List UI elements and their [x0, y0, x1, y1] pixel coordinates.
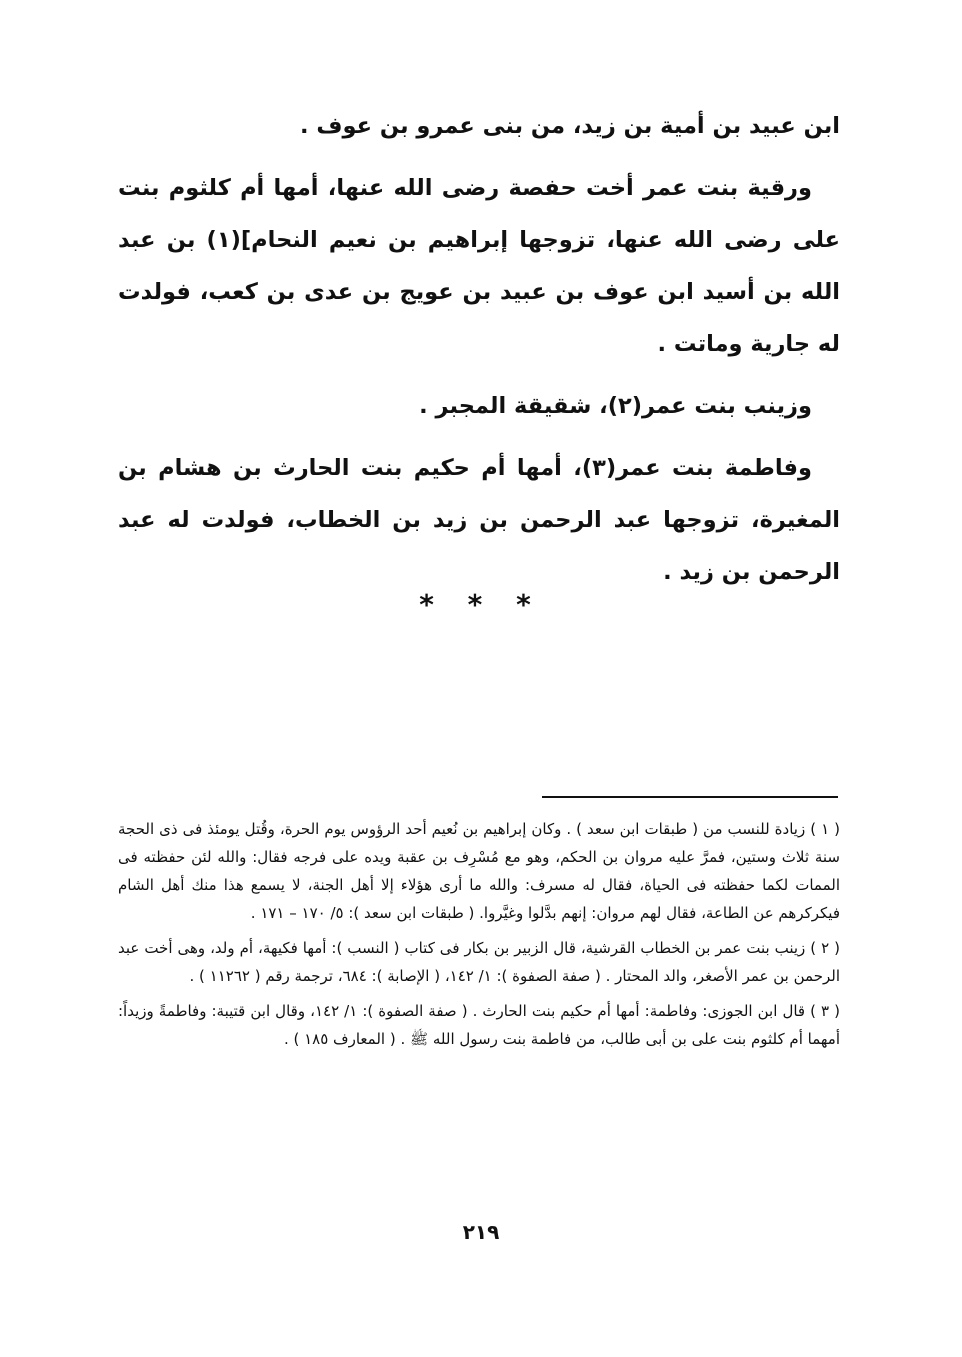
footnote-1: ( ١ ) زيادة للنسب من ( طبقات ابن سعد ) . وكان إبراهيم بن نُعيم أحد الرؤوس يوم الحرة، وقُتل يومئذ فى ذى الحجة سنة ثلاث وستين، فمرَّ عليه مروان بن الحكم، وهو مع مُسْرِف بن عقبة ويده على فرجه فقال: والله لئن حفظته فى الممات لكما حفظته فى الحياة، فقال له مسرف: والله ما أرى هؤلاء إلا أهل الجنة، لا يسمع هذا منك أهل الشام فيكركرهم عن الطاعة، فقال لهم مروان: إنهم بدَّلوا وغيَّروا. ( طبقات ابن سعد ): ٥/ ١٧٠ – ١٧١ .: [118, 820, 840, 922]
paragraph-1: ابن عبيد بن أمية بن زيد، من بنى عمرو بن عوف .: [300, 113, 840, 139]
footnote-3: ( ٣ ) قال ابن الجوزى: وفاطمة: أمها أم حكيم بنت الحارث . ( صفة الصفوة ): ١/ ١٤٢، وقال ابن قتيبة: وفاطمةً وزيداً: أمهما أم كلثوم بنت على بن أبى طالب، من فاطمة بنت رسول الله ﷺ . ( المعارف ١٨٥ ) .: [118, 1002, 841, 1048]
footnotes: [118, 815, 840, 1060]
page-number: ٢١٩: [462, 1220, 500, 1244]
footnote-rule: [542, 796, 838, 798]
paragraph-3: وزينب بنت عمر(٢)، شقيقة المجبر .: [419, 393, 812, 419]
paragraph-4: وفاطمة بنت عمر(٣)، أمها أم حكيم بنت الحارث بن هشام بن المغيرة، تزوجها عبد الرحمن بن زيد بن الخطاب، فولدت له عبد الرحمن بن زيد .: [118, 455, 840, 585]
section-separator: * * *: [419, 588, 543, 621]
paragraph-2: ورقية بنت عمر أخت حفصة رضى الله عنها، أمها أم كلثوم بنت على رضى الله عنها، تزوجها إبراهيم بن نعيم النحام](١) بن عبد الله بن أسيد ابن عوف بن عبيد بن عويج بن عدى بن كعب، فولدت له جارية وماتت .: [118, 175, 841, 357]
main-text: [118, 100, 840, 608]
footnote-2: ( ٢ ) زينب بنت عمر بن الخطاب القرشية، قال الزبير بن بكار فى كتاب ( النسب ): أمها فكيهة، أم ولد، وهى أخت عبد الرحمن بن عمر الأصغر، والد المحتار . ( صفة الصفوة ): ١/ ١٤٢، ( الإصابة ): ٦٨٤، ترجمة رقم ( ١١٢٦٢ ) .: [118, 939, 840, 985]
